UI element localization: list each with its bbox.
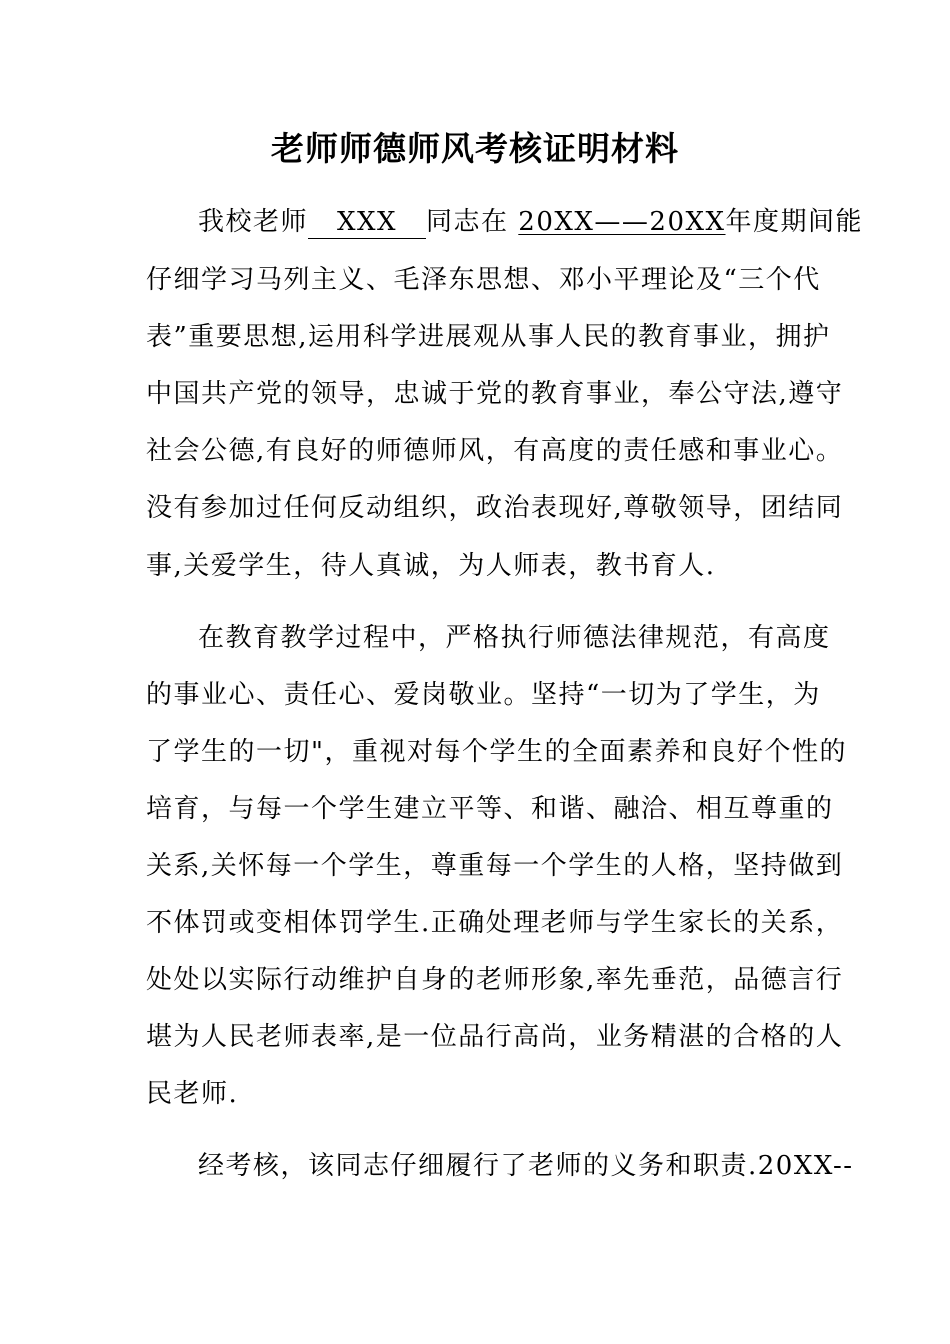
paragraph-3-line-1: 经考核，该同志仔细履行了老师的义务和职责.20XX-- — [198, 1151, 854, 1181]
paragraph-2-line-6: 不体罚或变相体罚学生.正确处理老师与学生家长的关系， — [146, 908, 844, 938]
intro-rest: 年度期间能 — [725, 207, 864, 237]
paragraph-2-line-9: 民老师. — [146, 1079, 239, 1109]
paragraph-1-line-1 — [198, 202, 863, 242]
paragraph-1-line-5: 社会公德,有良好的师德师风，有高度的责任感和事业心。 — [146, 436, 844, 466]
paragraph-1-line-2: 仔细学习马列主义、毛泽东思想、邓小平理论及“三个代 — [146, 265, 821, 295]
teacher-name-blank: XXX — [308, 206, 426, 239]
school-year-period: 20XX——20XX — [518, 207, 726, 237]
paragraph-2-line-5: 关系,关怀每一个学生，尊重每一个学生的人格，坚持做到 — [146, 851, 844, 881]
intro-mid: 同志在 — [426, 207, 509, 237]
paragraph-1-line-3: 表”重要思想,运用科学进展观从事人民的教育事业，拥护 — [146, 322, 831, 352]
paragraph-2-line-2: 的事业心、责任心、爱岗敬业。坚持“一切为了学生，为 — [146, 680, 821, 710]
intro-prefix: 我校老师 — [198, 207, 309, 237]
paragraph-2-line-4: 培育，与每一个学生建立平等、和谐、融洽、相互尊重的 — [146, 794, 834, 824]
document-title: 老师师德师风考核证明材料 — [271, 129, 679, 168]
paragraph-1-line-4: 中国共产党的领导，忠诚于党的教育事业，奉公守法,遵守 — [146, 379, 844, 409]
paragraph-2-line-3: 了学生的一切"，重视对每个学生的全面素养和良好个性的 — [146, 737, 847, 767]
paragraph-2-line-8: 堪为人民老师表率,是一位品行高尚，业务精湛的合格的人 — [146, 1022, 844, 1052]
paragraph-2-line-7: 处处以实际行动维护自身的老师形象,率先垂范，品德言行 — [146, 965, 844, 995]
paragraph-2-line-1: 在教育教学过程中，严格执行师德法律规范，有高度 — [198, 623, 831, 653]
paragraph-1-line-6: 没有参加过任何反动组织，政治表现好,尊敬领导，团结同 — [146, 493, 844, 523]
paragraph-1-line-7: 事,关爱学生，待人真诚，为人师表，教书育人. — [146, 551, 716, 581]
